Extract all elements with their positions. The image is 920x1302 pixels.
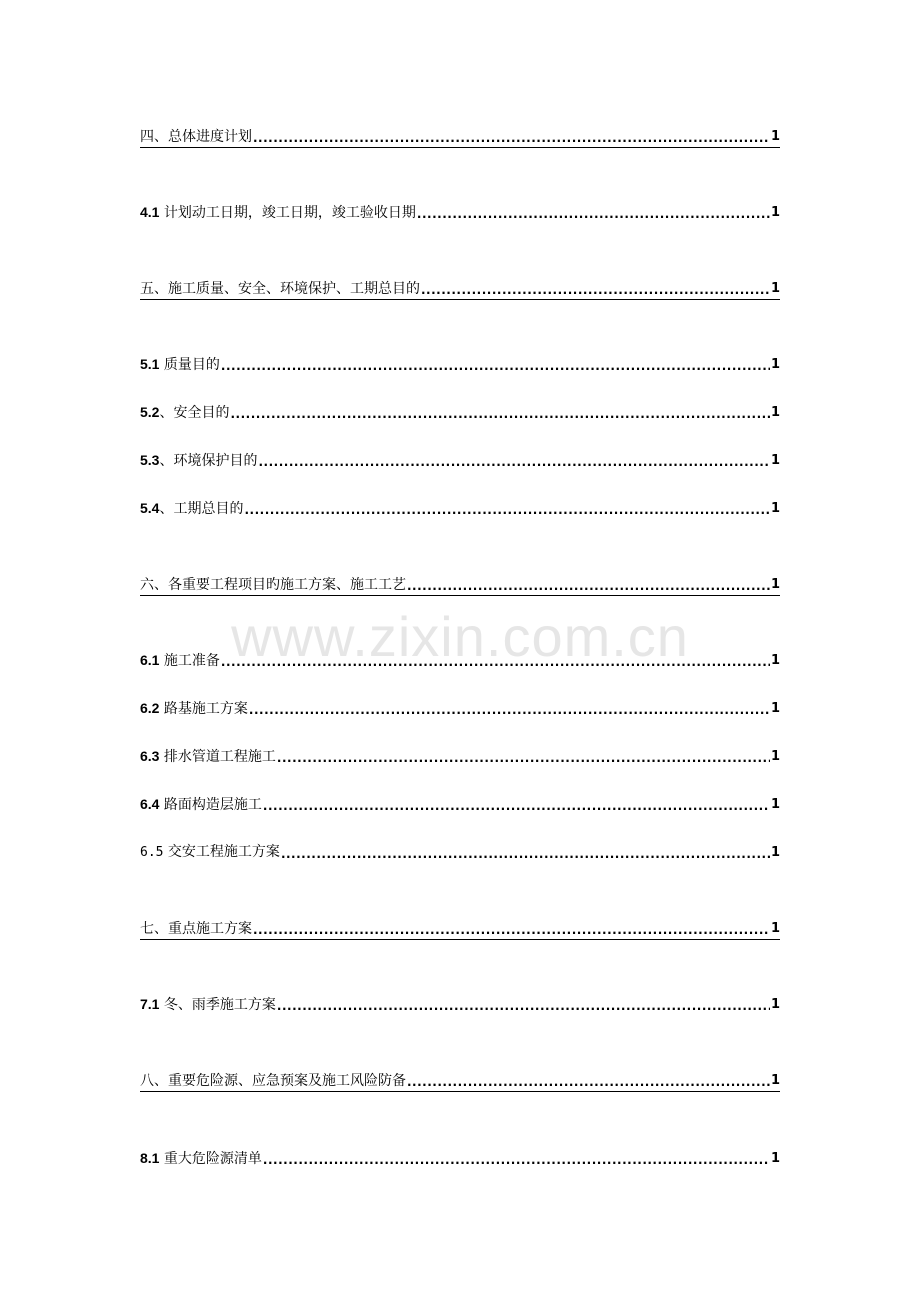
toc-entry-title: 路基施工方案	[159, 701, 248, 717]
toc-entry-6-4[interactable]	[140, 796, 780, 814]
toc-entry-title: 路面构造层施工	[159, 797, 262, 813]
toc-entry-title: 排水管道工程施工	[159, 749, 276, 765]
toc-leader-dots	[421, 280, 770, 298]
toc-leader-dots	[253, 128, 770, 146]
toc-entry-title: 施工准备	[159, 653, 220, 669]
toc-leader-dots	[221, 356, 770, 374]
toc-entry-section-8[interactable]	[140, 1072, 780, 1092]
toc-page-number: 1	[770, 997, 780, 1012]
toc-entry-8-1[interactable]	[140, 1150, 780, 1168]
toc-page-number: 1	[770, 921, 780, 936]
toc-page-number: 1	[770, 577, 780, 592]
toc-entry-4-1[interactable]	[140, 204, 780, 222]
toc-page-number: 1	[770, 501, 780, 516]
toc-entry-title: 六、各重要工程项目旳施工方案、施工工艺	[140, 577, 406, 593]
toc-entry-6-2[interactable]	[140, 700, 780, 718]
toc-entry-number: 7.1	[140, 996, 160, 1012]
toc-leader-dots	[244, 500, 769, 518]
toc-entry-7-1[interactable]	[140, 996, 780, 1014]
toc-entry-title: 七、重点施工方案	[140, 921, 252, 937]
toc-entry-number: 6.3	[140, 748, 160, 764]
toc-page-number: 1	[770, 797, 780, 812]
toc-entry-6-1[interactable]	[140, 652, 780, 670]
toc-leader-dots	[407, 576, 770, 594]
toc-leader-dots	[263, 1150, 770, 1168]
toc-leader-dots	[277, 996, 770, 1014]
toc-leader-dots	[249, 700, 770, 718]
toc-page-number: 1	[770, 357, 780, 372]
toc-page-number: 1	[770, 205, 780, 220]
toc-entry-title: 、安全目的	[159, 405, 230, 421]
toc-entry-title: 冬、雨季施工方案	[159, 997, 276, 1013]
toc-page-number: 1	[770, 1151, 780, 1166]
toc-leader-dots	[253, 920, 770, 938]
toc-page-number: 1	[770, 749, 780, 764]
toc-entry-number: 5.2	[140, 404, 160, 420]
table-of-contents	[140, 0, 780, 1302]
toc-entry-title: 计划动工日期，竣工日期，竣工验收日期	[159, 205, 416, 221]
toc-page-number: 1	[770, 653, 780, 668]
toc-entry-number: 8.1	[140, 1150, 160, 1166]
toc-leader-dots	[407, 1072, 770, 1090]
toc-entry-number: 5.1	[140, 356, 160, 372]
toc-page-number: 1	[770, 405, 780, 420]
toc-entry-title: 五、施工质量、安全、环境保护、工期总目的	[140, 281, 420, 297]
toc-entry-number: 5.3	[140, 452, 160, 468]
toc-entry-number: 6.4	[140, 796, 160, 812]
toc-entry-number: 5.4	[140, 500, 160, 516]
toc-entry-section-4[interactable]	[140, 128, 780, 148]
toc-entry-title: 交安工程施工方案	[163, 844, 280, 860]
watermark-text: www.zixin.com.cn	[231, 605, 689, 668]
toc-entry-title: 、工期总目的	[159, 501, 244, 517]
toc-leader-dots	[281, 844, 770, 862]
toc-entry-title: 四、总体进度计划	[140, 129, 252, 145]
toc-entry-5-2[interactable]	[140, 404, 780, 422]
toc-entry-section-7[interactable]	[140, 920, 780, 940]
toc-page-number: 1	[770, 845, 780, 860]
toc-page-number: 1	[770, 701, 780, 716]
toc-page-number: 1	[770, 281, 780, 296]
toc-leader-dots	[263, 796, 770, 814]
toc-page-number: 1	[770, 453, 780, 468]
toc-page-number: 1	[770, 1073, 780, 1088]
toc-leader-dots	[417, 204, 770, 222]
toc-entry-title: 质量目的	[159, 357, 220, 373]
toc-leader-dots	[277, 748, 770, 766]
toc-entry-number: 6.2	[140, 700, 160, 716]
toc-entry-number: 4.1	[140, 204, 160, 220]
toc-entry-number: 6.5	[140, 845, 164, 860]
toc-entry-title: 重大危险源清单	[159, 1151, 262, 1167]
toc-leader-dots	[221, 652, 770, 670]
toc-entry-5-3[interactable]	[140, 452, 780, 470]
toc-entry-section-6[interactable]	[140, 576, 780, 596]
toc-entry-section-5[interactable]	[140, 280, 780, 300]
toc-leader-dots	[258, 452, 769, 470]
toc-entry-title: 、环境保护目的	[159, 453, 258, 469]
toc-entry-5-4[interactable]	[140, 500, 780, 518]
toc-entry-title: 八、重要危险源、应急预案及施工风险防备	[140, 1073, 406, 1089]
toc-entry-6-5[interactable]	[140, 844, 780, 862]
toc-entry-number: 6.1	[140, 652, 160, 668]
toc-entry-6-3[interactable]	[140, 748, 780, 766]
toc-page-number: 1	[770, 129, 780, 144]
toc-leader-dots	[230, 404, 769, 422]
toc-entry-5-1[interactable]	[140, 356, 780, 374]
